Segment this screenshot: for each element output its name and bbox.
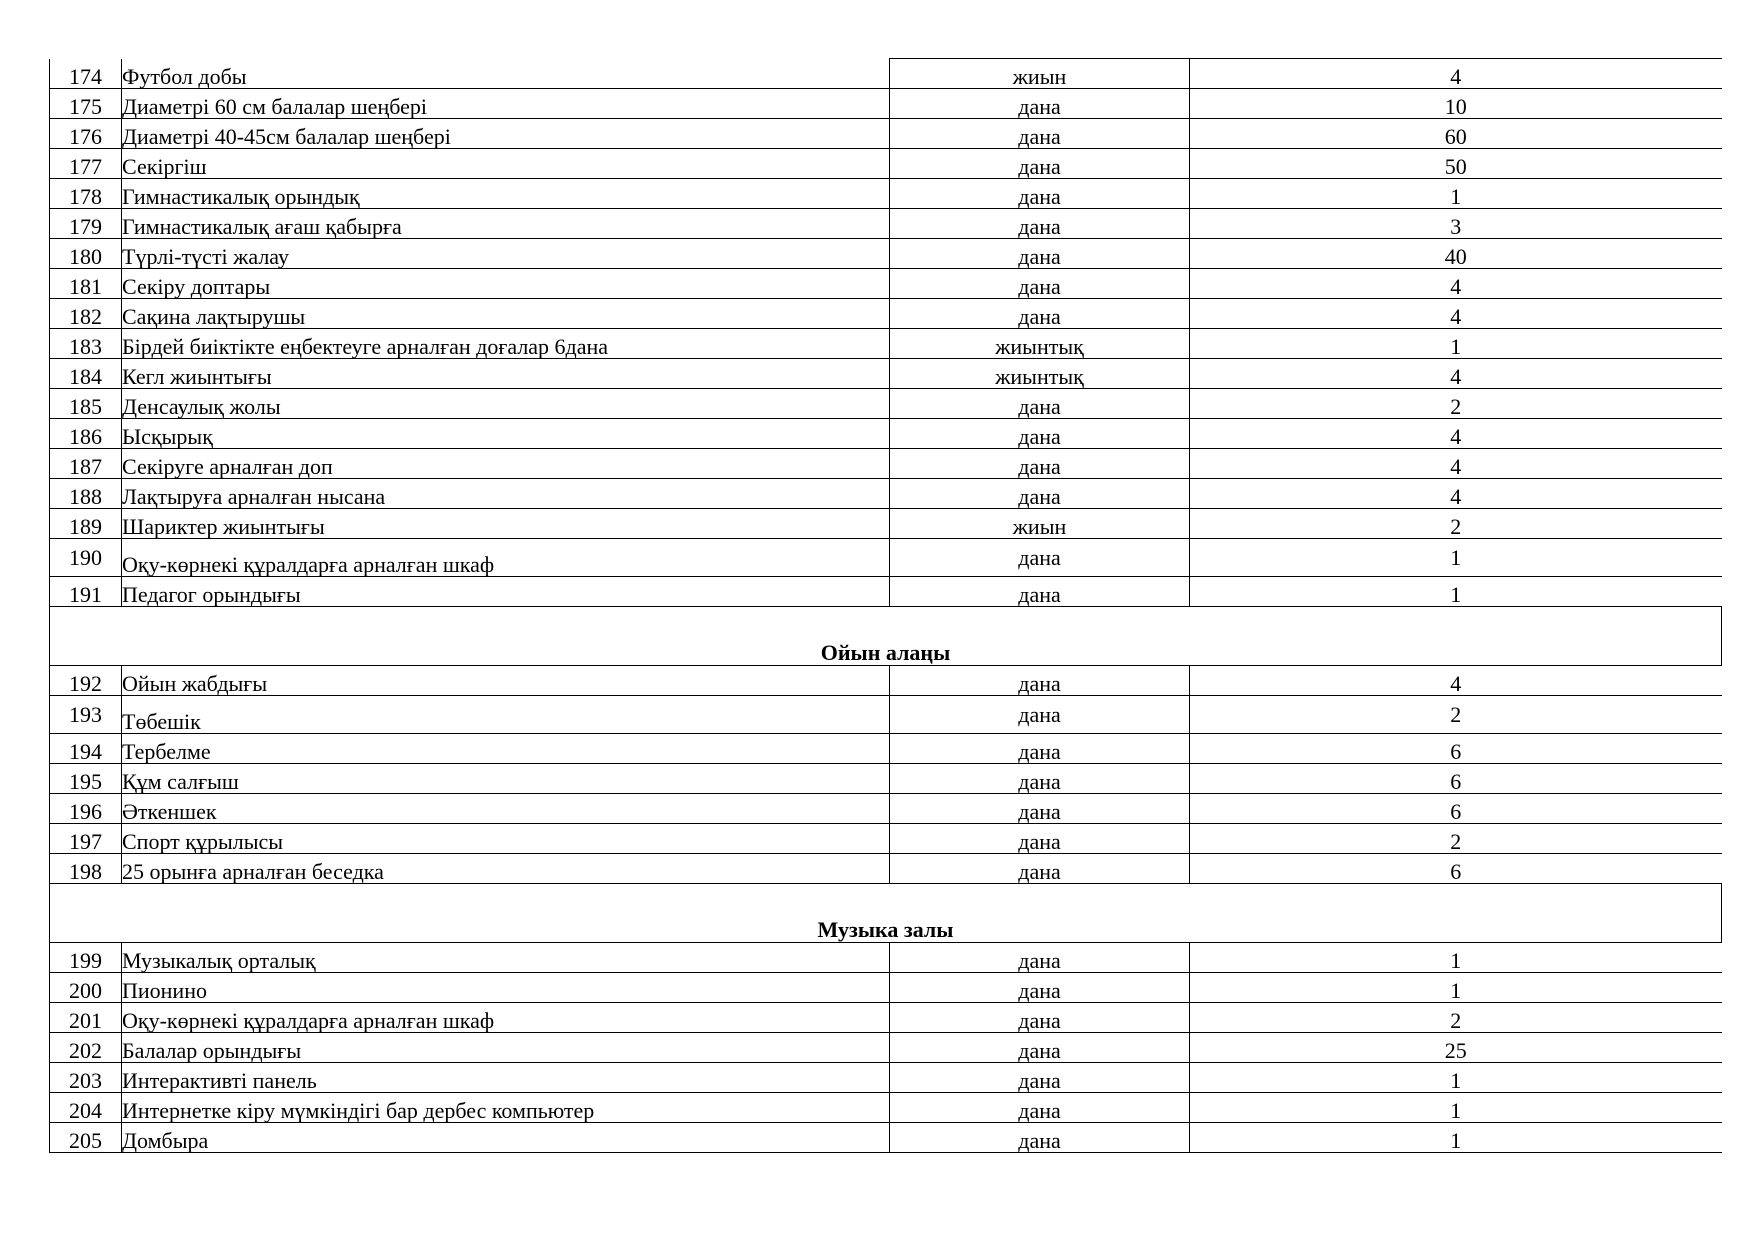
item-name: Лақтыруға арналған нысана xyxy=(122,479,890,509)
item-name: Интернетке кіру мүмкіндігі бар дербес компьютер xyxy=(122,1093,890,1123)
unit-cell: дана xyxy=(890,299,1190,329)
table-row xyxy=(50,299,1722,329)
row-number: 192 xyxy=(50,666,122,696)
row-number: 202 xyxy=(50,1033,122,1063)
table-row xyxy=(50,1003,1722,1033)
row-number: 179 xyxy=(50,209,122,239)
item-name: Диаметрі 40-45см балалар шеңбері xyxy=(122,119,890,149)
item-name: Домбыра xyxy=(122,1123,890,1153)
row-number: 189 xyxy=(50,509,122,539)
row-number: 182 xyxy=(50,299,122,329)
unit-cell: дана xyxy=(890,577,1190,607)
table-row xyxy=(50,1063,1722,1093)
row-number: 203 xyxy=(50,1063,122,1093)
table-row xyxy=(50,577,1722,607)
unit-cell: дана xyxy=(890,239,1190,269)
unit-cell: дана xyxy=(890,854,1190,884)
unit-cell: дана xyxy=(890,419,1190,449)
quantity-cell: 1 xyxy=(1190,577,1722,607)
item-name: Интерактивті панель xyxy=(122,1063,890,1093)
item-name: Түрлі-түсті жалау xyxy=(122,239,890,269)
table-row xyxy=(50,1123,1722,1153)
table-row xyxy=(50,764,1722,794)
table-row xyxy=(50,696,1722,734)
item-name: Секіргіш xyxy=(122,149,890,179)
quantity-cell: 2 xyxy=(1190,1003,1722,1033)
row-number: 196 xyxy=(50,794,122,824)
row-number: 176 xyxy=(50,119,122,149)
row-number: 197 xyxy=(50,824,122,854)
quantity-cell: 2 xyxy=(1190,824,1722,854)
quantity-cell: 60 xyxy=(1190,119,1722,149)
row-number: 180 xyxy=(50,239,122,269)
quantity-cell: 40 xyxy=(1190,239,1722,269)
unit-cell: дана xyxy=(890,449,1190,479)
row-number: 188 xyxy=(50,479,122,509)
table-row xyxy=(50,269,1722,299)
quantity-cell: 50 xyxy=(1190,149,1722,179)
table-row xyxy=(50,666,1722,696)
item-name: Кегл жиынтығы xyxy=(122,359,890,389)
unit-cell: дана xyxy=(890,1003,1190,1033)
quantity-cell: 4 xyxy=(1190,299,1722,329)
table-row xyxy=(50,1033,1722,1063)
quantity-cell: 2 xyxy=(1190,389,1722,419)
equipment-table xyxy=(49,58,1722,1153)
unit-cell: дана xyxy=(890,973,1190,1003)
quantity-cell: 2 xyxy=(1190,696,1722,734)
table-row xyxy=(50,89,1722,119)
row-number: 190 xyxy=(50,539,122,577)
row-number: 195 xyxy=(50,764,122,794)
section-title: Ойын алаңы xyxy=(50,607,1722,666)
item-name: Ысқырық xyxy=(122,419,890,449)
unit-cell: дана xyxy=(890,1063,1190,1093)
unit-cell: жиын xyxy=(890,59,1190,89)
row-number: 193 xyxy=(50,696,122,734)
table-row xyxy=(50,854,1722,884)
table-row xyxy=(50,509,1722,539)
table-row xyxy=(50,824,1722,854)
row-number: 178 xyxy=(50,179,122,209)
table-row xyxy=(50,329,1722,359)
unit-cell: дана xyxy=(890,1033,1190,1063)
item-name: Әткеншек xyxy=(122,794,890,824)
quantity-cell: 1 xyxy=(1190,1123,1722,1153)
item-name: Оқу-көрнекі құралдарға арналған шкаф xyxy=(122,1003,890,1033)
table-row xyxy=(50,59,1722,89)
quantity-cell: 1 xyxy=(1190,1063,1722,1093)
row-number: 199 xyxy=(50,943,122,973)
quantity-cell: 1 xyxy=(1190,973,1722,1003)
row-number: 185 xyxy=(50,389,122,419)
row-number: 174 xyxy=(50,59,122,89)
row-number: 184 xyxy=(50,359,122,389)
item-name: Спорт құрылысы xyxy=(122,824,890,854)
quantity-cell: 6 xyxy=(1190,794,1722,824)
quantity-cell: 1 xyxy=(1190,1093,1722,1123)
item-name: Балалар орындығы xyxy=(122,1033,890,1063)
item-name: Құм салғыш xyxy=(122,764,890,794)
quantity-cell: 1 xyxy=(1190,329,1722,359)
unit-cell: дана xyxy=(890,209,1190,239)
row-number: 205 xyxy=(50,1123,122,1153)
item-name: Пионино xyxy=(122,973,890,1003)
row-number: 181 xyxy=(50,269,122,299)
unit-cell: дана xyxy=(890,1093,1190,1123)
table-row xyxy=(50,1093,1722,1123)
table-row xyxy=(50,973,1722,1003)
unit-cell: жиын xyxy=(890,509,1190,539)
item-name: Секіруге арналған доп xyxy=(122,449,890,479)
item-name: Музыкалық орталық xyxy=(122,943,890,973)
quantity-cell: 4 xyxy=(1190,449,1722,479)
unit-cell: дана xyxy=(890,696,1190,734)
table-row xyxy=(50,479,1722,509)
unit-cell: дана xyxy=(890,89,1190,119)
quantity-cell: 25 xyxy=(1190,1033,1722,1063)
item-name: Шариктер жиынтығы xyxy=(122,509,890,539)
item-name: Оқу-көрнекі құралдарға арналған шкаф xyxy=(122,539,890,577)
item-name: Бірдей биіктікте еңбектеуге арналған доғалар 6дана xyxy=(122,329,890,359)
unit-cell: дана xyxy=(890,666,1190,696)
unit-cell: дана xyxy=(890,149,1190,179)
table-row xyxy=(50,179,1722,209)
item-name: Төбешік xyxy=(122,696,890,734)
row-number: 200 xyxy=(50,973,122,1003)
item-name: Ойын жабдығы xyxy=(122,666,890,696)
row-number: 191 xyxy=(50,577,122,607)
row-number: 183 xyxy=(50,329,122,359)
section-title: Музыка залы xyxy=(50,884,1722,943)
row-number: 175 xyxy=(50,89,122,119)
item-name: Гимнастикалық ағаш қабырға xyxy=(122,209,890,239)
table-row xyxy=(50,794,1722,824)
unit-cell: дана xyxy=(890,824,1190,854)
section-header-row xyxy=(50,884,1722,943)
row-number: 186 xyxy=(50,419,122,449)
quantity-cell: 4 xyxy=(1190,59,1722,89)
quantity-cell: 6 xyxy=(1190,734,1722,764)
unit-cell: дана xyxy=(890,269,1190,299)
quantity-cell: 3 xyxy=(1190,209,1722,239)
unit-cell: дана xyxy=(890,943,1190,973)
item-name: Футбол добы xyxy=(122,59,890,89)
item-name: Тербелме xyxy=(122,734,890,764)
quantity-cell: 1 xyxy=(1190,539,1722,577)
table-row xyxy=(50,149,1722,179)
item-name: Диаметрі 60 см балалар шеңбері xyxy=(122,89,890,119)
unit-cell: жиынтық xyxy=(890,359,1190,389)
item-name: 25 орынға арналған беседка xyxy=(122,854,890,884)
item-name: Сақина лақтырушы xyxy=(122,299,890,329)
unit-cell: дана xyxy=(890,734,1190,764)
quantity-cell: 6 xyxy=(1190,854,1722,884)
unit-cell: дана xyxy=(890,539,1190,577)
quantity-cell: 4 xyxy=(1190,269,1722,299)
quantity-cell: 10 xyxy=(1190,89,1722,119)
quantity-cell: 4 xyxy=(1190,359,1722,389)
table-row xyxy=(50,239,1722,269)
quantity-cell: 1 xyxy=(1190,943,1722,973)
table-row xyxy=(50,943,1722,973)
table-row xyxy=(50,119,1722,149)
item-name: Денсаулық жолы xyxy=(122,389,890,419)
unit-cell: жиынтық xyxy=(890,329,1190,359)
quantity-cell: 2 xyxy=(1190,509,1722,539)
item-name: Педагог орындығы xyxy=(122,577,890,607)
unit-cell: дана xyxy=(890,1123,1190,1153)
quantity-cell: 1 xyxy=(1190,179,1722,209)
equipment-table-body xyxy=(50,59,1722,1153)
row-number: 187 xyxy=(50,449,122,479)
unit-cell: дана xyxy=(890,479,1190,509)
row-number: 204 xyxy=(50,1093,122,1123)
row-number: 198 xyxy=(50,854,122,884)
table-row xyxy=(50,359,1722,389)
table-row xyxy=(50,209,1722,239)
item-name: Секіру доптары xyxy=(122,269,890,299)
row-number: 201 xyxy=(50,1003,122,1033)
table-row xyxy=(50,389,1722,419)
section-header-row xyxy=(50,607,1722,666)
unit-cell: дана xyxy=(890,794,1190,824)
unit-cell: дана xyxy=(890,389,1190,419)
table-row xyxy=(50,734,1722,764)
unit-cell: дана xyxy=(890,119,1190,149)
row-number: 194 xyxy=(50,734,122,764)
unit-cell: дана xyxy=(890,764,1190,794)
item-name: Гимнастикалық орындық xyxy=(122,179,890,209)
quantity-cell: 6 xyxy=(1190,764,1722,794)
table-row xyxy=(50,539,1722,577)
unit-cell: дана xyxy=(890,179,1190,209)
quantity-cell: 4 xyxy=(1190,419,1722,449)
row-number: 177 xyxy=(50,149,122,179)
quantity-cell: 4 xyxy=(1190,666,1722,696)
quantity-cell: 4 xyxy=(1190,479,1722,509)
table-row xyxy=(50,419,1722,449)
table-row xyxy=(50,449,1722,479)
